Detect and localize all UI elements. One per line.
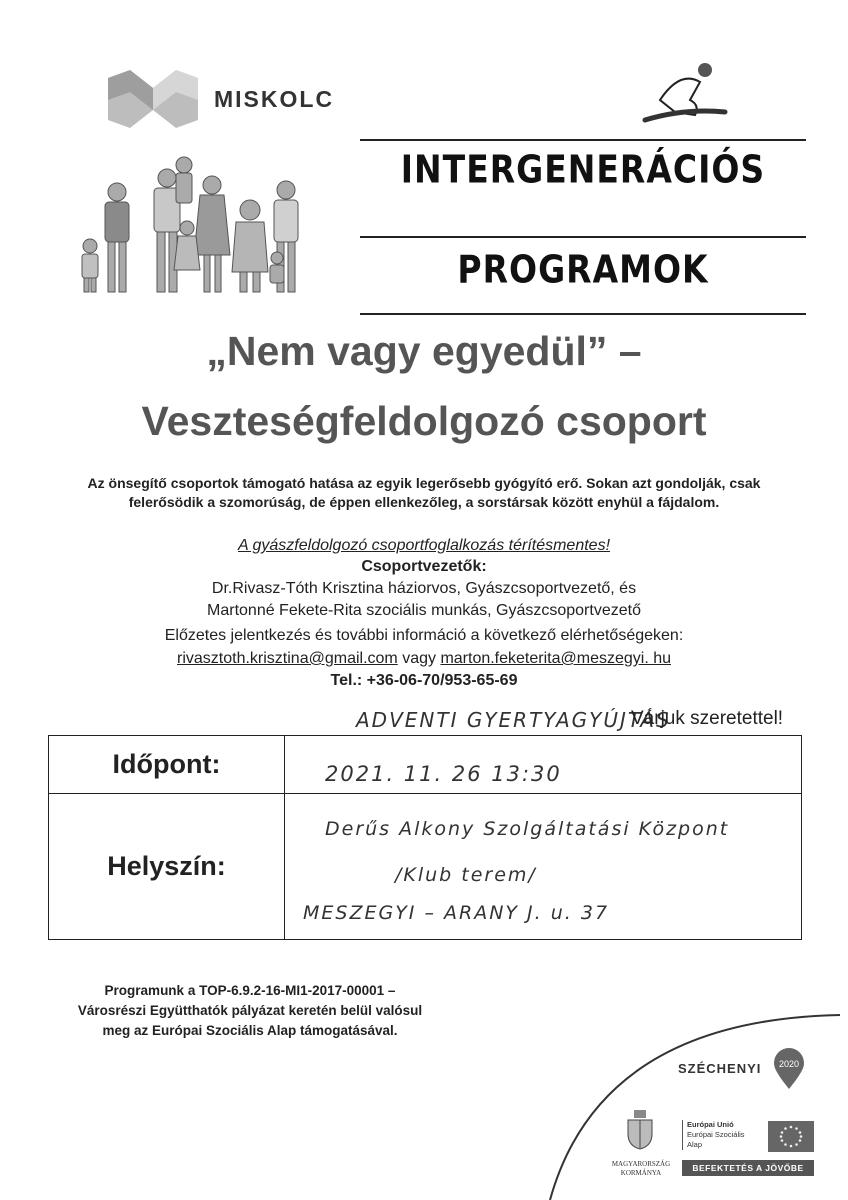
place-line-1: Derűs Alkony Szolgáltatási Központ <box>325 818 730 840</box>
leader-2: Martonné Fekete-Rita szociális munkás, Gyászcsoportvezető <box>207 602 641 619</box>
program-heading-line2: PROGRAMOK <box>457 247 709 292</box>
snowboarder-icon <box>640 60 730 130</box>
time-label: Időpont: <box>49 736 285 794</box>
place-line-3: MESZEGYI – ARANY J. u. 37 <box>303 902 610 924</box>
leader-1: Dr.Rivasz-Tóth Krisztina háziorvos, Gyászcsoportvezető, és <box>211 580 637 597</box>
event-title-line2: Veszteségfeldolgozó csoport <box>141 398 707 444</box>
program-heading-line1: INTERGENERÁCIÓS <box>400 147 766 192</box>
email-joiner: vagy <box>397 650 441 667</box>
event-details-table <box>48 735 802 940</box>
funding-note: Programunk a TOP-6.9.2-16-MI1-2017-00001 – Városrészi Együtthatók pályázat keretén belül valósul meg az Európai Szociális Alap támogatásával. <box>77 983 423 1038</box>
phone-number: Tel.: +36-06-70/953-65-69 <box>330 672 518 689</box>
eu-flag-icon <box>768 1121 814 1152</box>
place-row <box>49 794 802 940</box>
future-investment-banner: BEFEKTETÉS A JÖVŐBE <box>682 1160 814 1176</box>
time-cell <box>285 736 802 794</box>
leaders-title: Csoportvezetők: <box>361 558 487 575</box>
gov-line-2: KORMÁNYA <box>620 1169 662 1177</box>
welcome-text: Várjuk szeretettel! <box>631 708 784 729</box>
email-link-2[interactable]: marton.feketerita@meszegyi. hu <box>440 650 671 667</box>
hungarian-crest-icon <box>626 1110 654 1150</box>
eu-line-2: Európai Szociális <box>687 1130 745 1139</box>
place-label: Helyszín: <box>49 794 285 940</box>
event-title-line1: „Nem vagy egyedül” – <box>206 328 642 374</box>
city-name: MISKOLC <box>214 86 335 112</box>
family-illustration <box>72 150 312 300</box>
szechenyi-pin-icon <box>773 1048 805 1090</box>
time-row <box>49 736 802 794</box>
eu-text <box>682 1120 764 1150</box>
free-of-charge-note: A gyászfeldolgozó csoportfoglalkozás térítésmentes! <box>237 537 611 554</box>
registration-note: Előzetes jelentkezés és további információ a következő elérhetőségeken: <box>164 627 684 644</box>
miskolc-logo <box>108 70 198 128</box>
heading-rule-middle <box>360 236 806 238</box>
szechenyi-label: SZÉCHENYI <box>678 1061 762 1076</box>
place-cell <box>285 794 802 940</box>
place-line-2: /Klub terem/ <box>395 864 537 886</box>
contact-emails <box>100 648 748 669</box>
event-name-handwritten: ADVENTI GYERTYAGYÚJTÁS <box>356 708 671 732</box>
heading-rule-top <box>360 139 806 141</box>
eu-line-1: Európai Unió <box>687 1120 734 1129</box>
gov-line-1: MAGYARORSZÁG <box>611 1160 671 1168</box>
time-value: 2021. 11. 26 13:30 <box>325 762 562 786</box>
intro-paragraph: Az önsegítő csoportok támogató hatása az egyik legerősebb gyógyító erő. Sokan azt gondolják, csak felerősödik a szomorúság, de éppen ellenkezőleg, a sorstársak között enyhül a fájdalom. <box>87 475 761 510</box>
email-link-1[interactable]: rivasztoth.krisztina@gmail.com <box>177 650 398 667</box>
heading-rule-bottom <box>360 313 806 315</box>
eu-line-3: Alap <box>687 1140 703 1149</box>
government-label <box>603 1160 679 1178</box>
szechenyi-year: 2020 <box>778 1059 800 1069</box>
